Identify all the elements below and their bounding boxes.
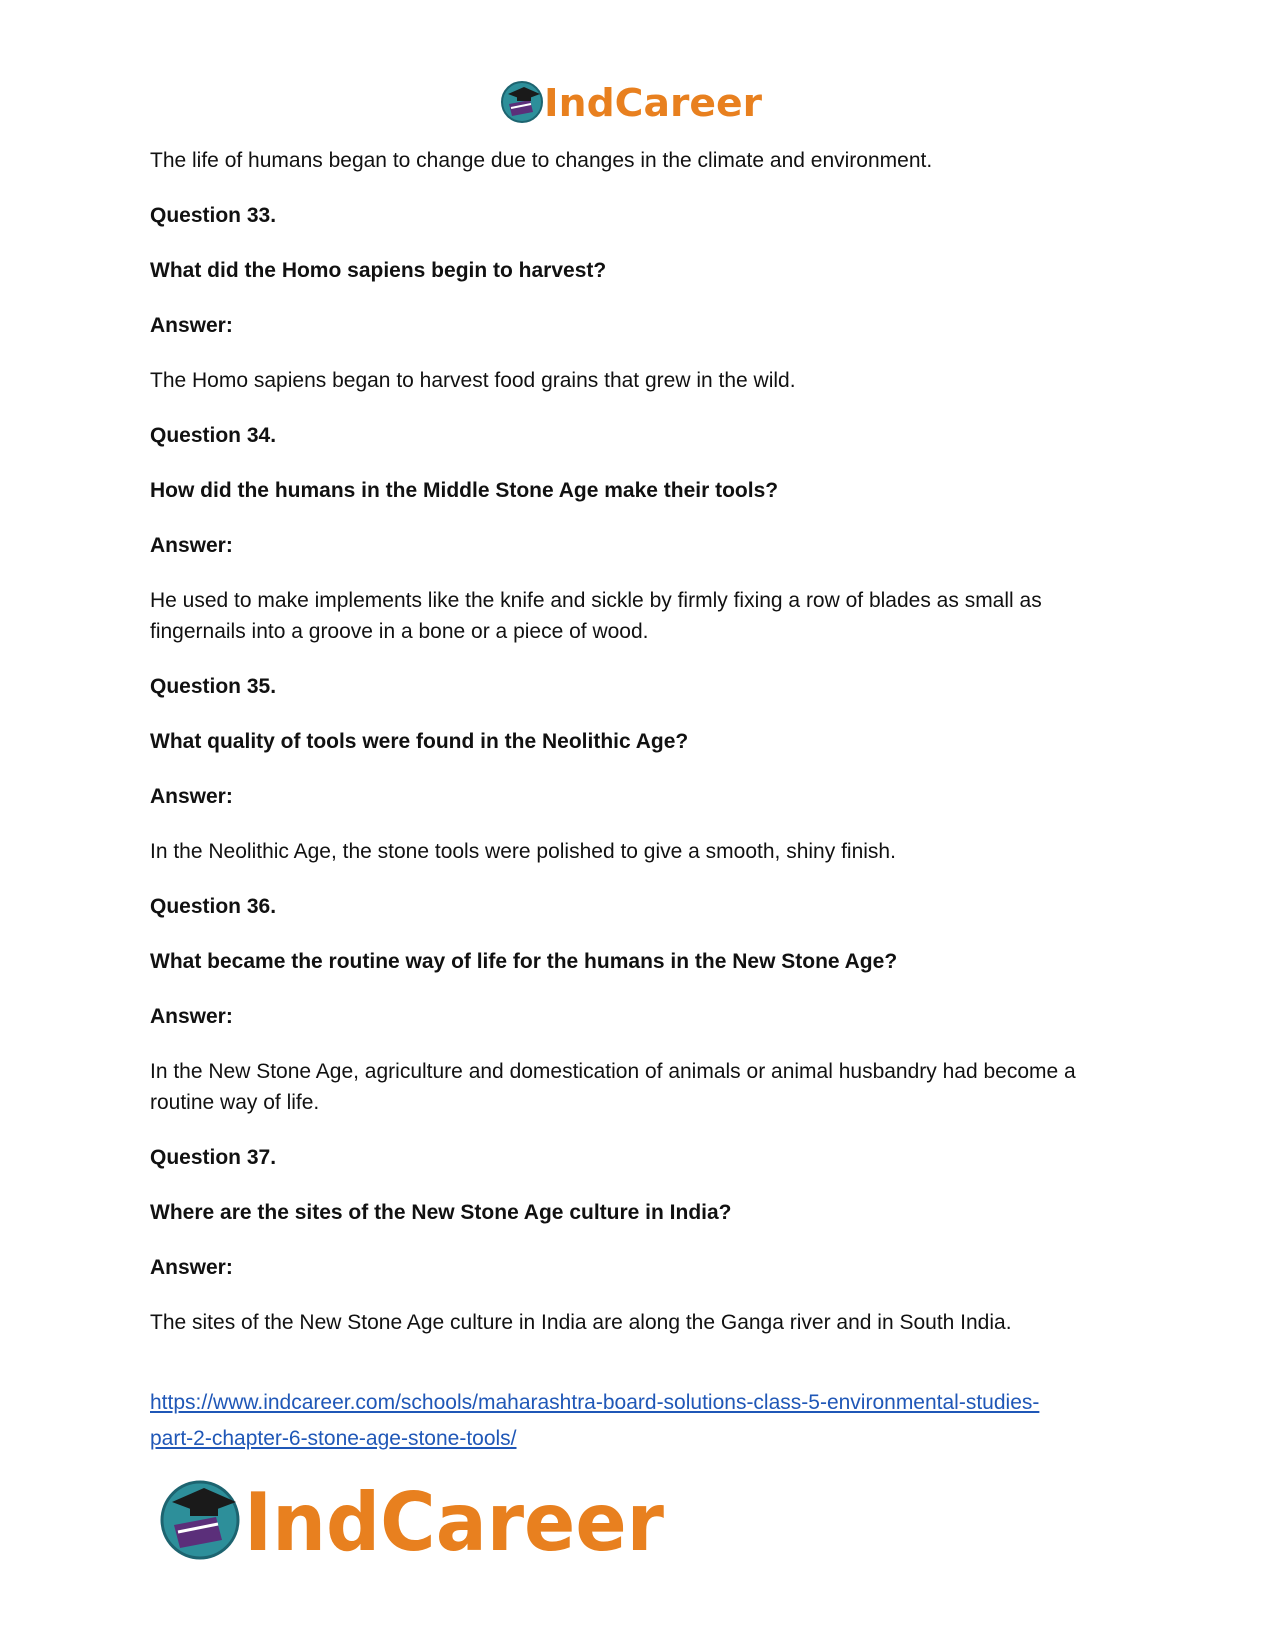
source-link-line-2: part-2-chapter-6-stone-age-stone-tools/ [150, 1427, 517, 1450]
source-link[interactable] [150, 1391, 1039, 1450]
question-number: Question 34. [150, 424, 277, 447]
footer-logo-text: IndCareer [244, 1476, 665, 1565]
qa-item [150, 420, 1140, 647]
question-text: What quality of tools were found in the Neolithic Age? [150, 730, 689, 753]
answer-text: In the Neolithic Age, the stone tools were polished to give a smooth, shiny finish. [150, 840, 896, 863]
source-link-line-1: https://www.indcareer.com/schools/maharashtra-board-solutions-class-5-environmental-studies- [150, 1391, 1040, 1414]
document-body [150, 145, 1140, 1338]
question-number: Question 33. [150, 204, 277, 227]
question-number: Question 35. [150, 675, 277, 698]
question-number: Question 36. [150, 895, 277, 918]
answer-text: He used to make implements like the knife and sickle by firmly fixing a row of blades as small as fingernails into a groove in a bone or a piece of wood. [150, 589, 1042, 643]
answer-label: Answer: [150, 1256, 233, 1279]
graduation-cap-book-globe-icon [162, 1482, 238, 1558]
header-logo [500, 78, 770, 126]
qa-item [150, 671, 1140, 867]
answer-label: Answer: [150, 314, 233, 337]
question-text: What did the Homo sapiens begin to harvest? [150, 259, 607, 282]
answer-text: The sites of the New Stone Age culture in India are along the Ganga river and in South India. [150, 1311, 1012, 1334]
source-link-block [150, 1385, 1140, 1457]
answer-label: Answer: [150, 534, 233, 557]
answer-text: The Homo sapiens began to harvest food grains that grew in the wild. [150, 369, 796, 392]
answer-text: In the New Stone Age, agriculture and domestication of animals or animal husbandry had become a routine way of life. [150, 1060, 1076, 1114]
question-text: What became the routine way of life for the humans in the New Stone Age? [150, 950, 898, 973]
qa-item [150, 891, 1140, 1118]
qa-item [150, 200, 1140, 396]
question-text: Where are the sites of the New Stone Age culture in India? [150, 1201, 732, 1224]
answer-label: Answer: [150, 1005, 233, 1028]
footer-logo [160, 1470, 700, 1565]
graduation-cap-book-globe-icon [502, 82, 542, 122]
intro-text: The life of humans began to change due to changes in the climate and environment. [150, 149, 933, 172]
answer-label: Answer: [150, 785, 233, 808]
qa-item [150, 1142, 1140, 1338]
header-logo-text: IndCareer [544, 81, 763, 125]
question-text: How did the humans in the Middle Stone Age make their tools? [150, 479, 779, 502]
question-number: Question 37. [150, 1146, 277, 1169]
